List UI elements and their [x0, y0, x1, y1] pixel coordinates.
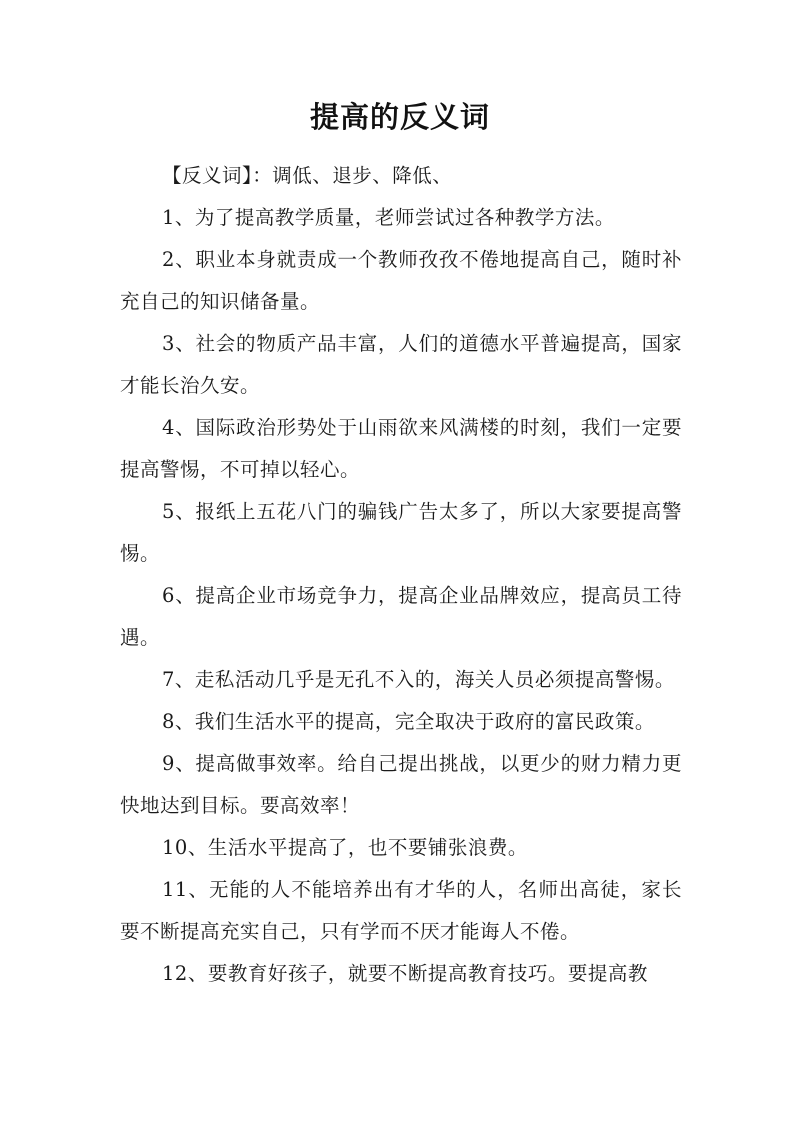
paragraph: 6、提高企业市场竞争力，提高企业品牌效应，提高员工待遇。	[120, 584, 682, 649]
paragraph-antonyms: 【反义词】：调低、退步、降低、	[162, 164, 453, 187]
paragraph: 9、提高做事效率。给自己提出挑战，以更少的财力精力更快地达到目标。要高效率！	[120, 752, 682, 817]
paragraph: 1、为了提高教学质量，老师尝试过各种教学方法。	[162, 206, 615, 229]
paragraph: 3、社会的物质产品丰富，人们的道德水平普遍提高，国家才能长治久安。	[120, 332, 682, 397]
document-title: 提高的反义词	[309, 100, 490, 134]
document-body	[120, 155, 682, 995]
paragraph: 7、走私活动几乎是无孔不入的，海关人员必须提高警惕。	[162, 668, 675, 691]
paragraph: 2、职业本身就责成一个教师孜孜不倦地提高自己，随时补充自己的知识储备量。	[120, 248, 682, 313]
paragraph: 5、报纸上五花八门的骗钱广告太多了，所以大家要提高警惕。	[120, 500, 682, 565]
paragraph: 10、生活水平提高了，也不要铺张浪费。	[162, 836, 528, 859]
paragraph: 11、无能的人不能培养出有才华的人，名师出高徒，家长要不断提高充实自己，只有学而不厌才能诲人不倦。	[120, 878, 682, 943]
paragraph: 8、我们生活水平的提高，完全取决于政府的富民政策。	[162, 710, 655, 733]
paragraph: 4、国际政治形势处于山雨欲来风满楼的时刻，我们一定要提高警惕，不可掉以轻心。	[120, 416, 682, 481]
paragraph: 12、要教育好孩子，就要不断提高教育技巧。要提高教	[162, 962, 648, 985]
